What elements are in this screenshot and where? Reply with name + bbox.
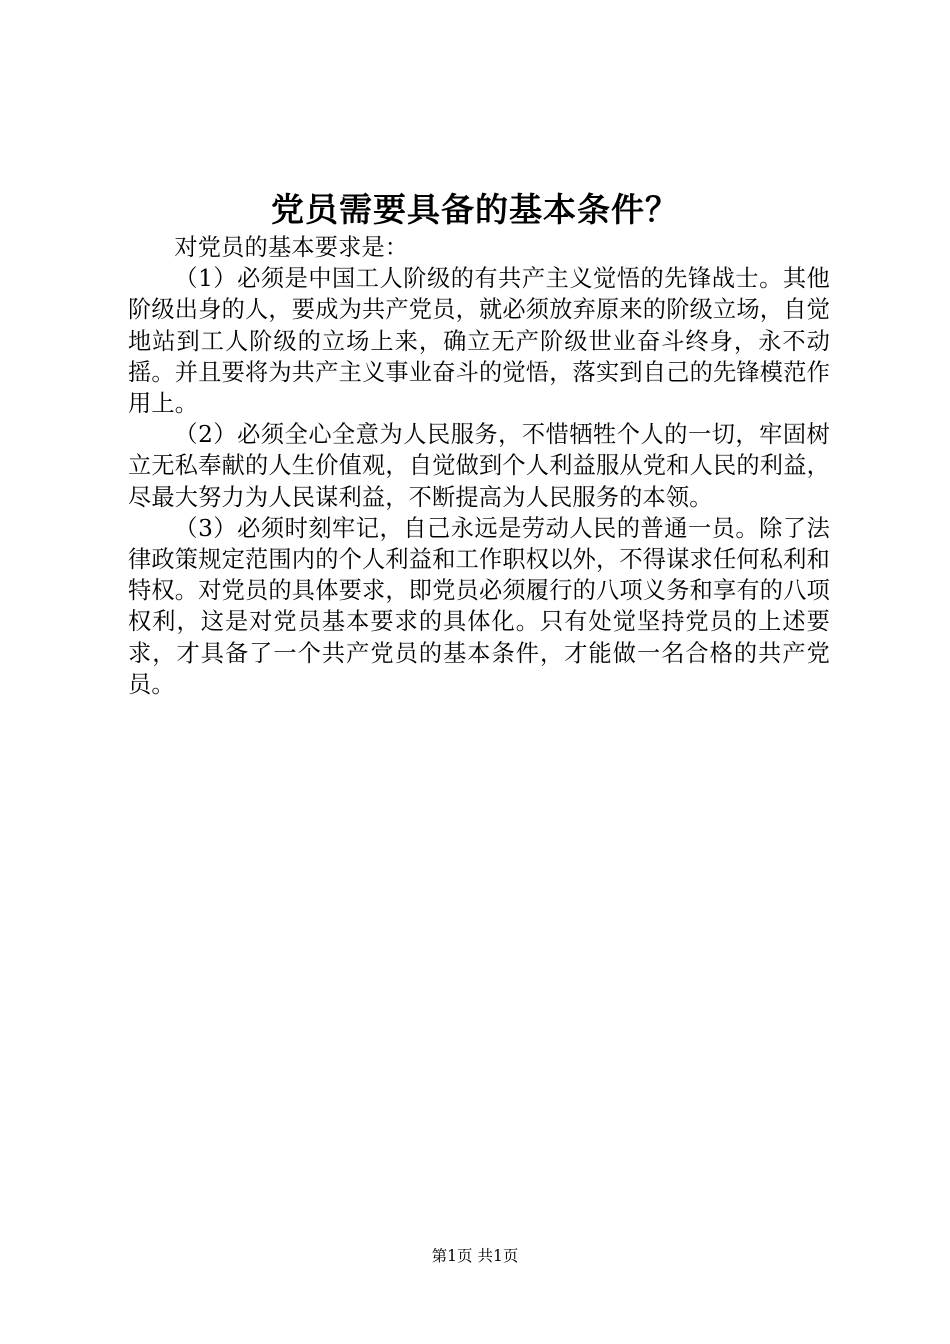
paragraph-intro: 对党员的基本要求是： [174,234,409,261]
document-body [128,232,830,700]
paragraph-requirement-3: （3）必须时刻牢记，自己永远是劳动人民的普通一员。除了法律政策规定范围内的个人利益和工作职权以外，不得谋求任何私利和特权。对党员的具体要求，即党员必须履行的八项义务和享有的八项权利，这是对党员基本要求的具体化。只有处觉坚持党员的上述要求，才具备了一个共产党员的基本条件，才能做一名合格的共产党员。 [128,514,830,698]
document-title: 党员需要具备的基本条件？ [271,190,679,229]
page-footer: 第1页 共1页 [431,1247,519,1265]
paragraph-requirement-2: （2）必须全心全意为人民服务，不惜牺牲个人的一切，牢固树立无私奉献的人生价值观，自觉做到个人利益服从党和人民的利益，尽最大努力为人民谋利益，不断提高为人民服务的本领。 [128,421,830,511]
paragraph-requirement-1: （1）必须是中国工人阶级的有共产主义觉悟的先锋战士。其他阶级出身的人，要成为共产党员，就必须放弃原来的阶级立场，自觉地站到工人阶级的立场上来，确立无产阶级世业奋斗终身，永不动摇。并且要将为共产主义事业奋斗的觉悟，落实到自己的先锋模范作用上。 [128,265,830,418]
